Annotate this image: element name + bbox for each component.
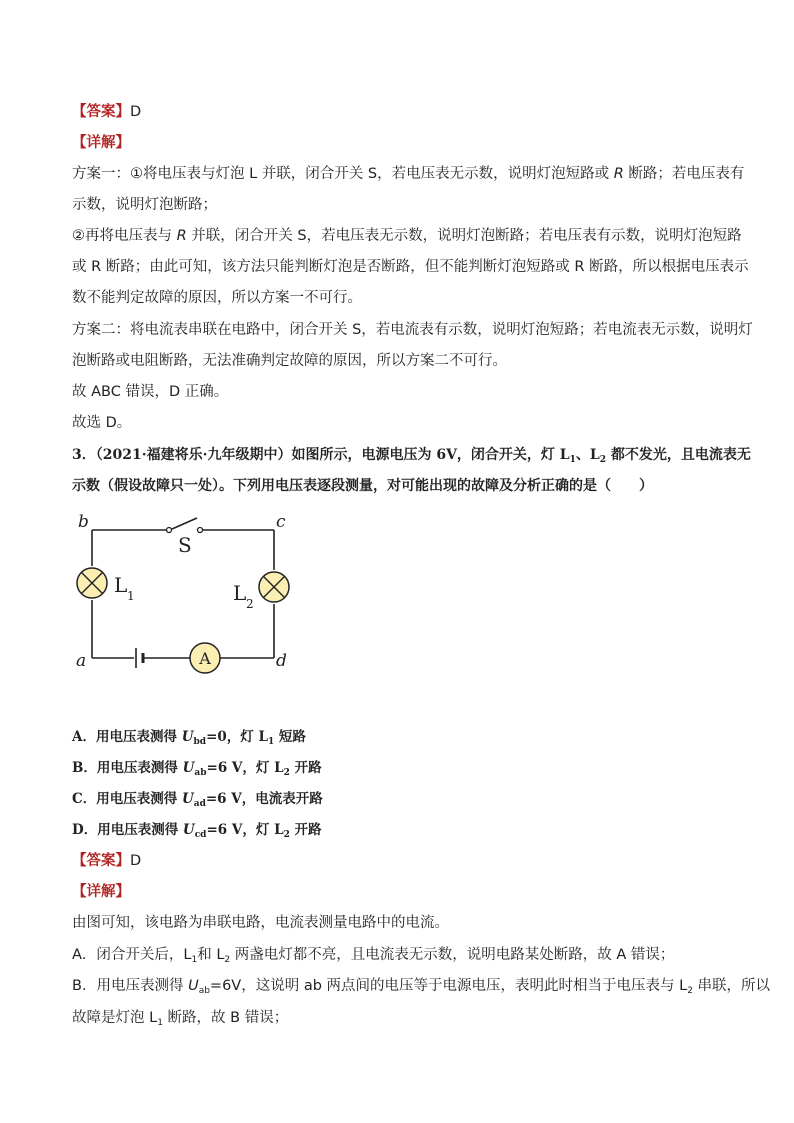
lamp-l1-icon xyxy=(77,568,107,598)
explanation-line: 或 R 断路；由此可知，该方法只能判断灯泡是否断路，但不能判断灯泡短路或 R 断路，所以根据电压表示 xyxy=(72,259,749,275)
switch-label: S xyxy=(178,533,192,557)
explanation-line: 示数，说明灯泡断路； xyxy=(72,197,217,213)
text-segment: U xyxy=(181,729,194,745)
answer-tag: 【答案】 xyxy=(72,853,130,869)
text-segment: =6 V，灯 L xyxy=(206,760,284,776)
text-segment: U xyxy=(182,822,195,838)
text-segment: A．用电压表测得 xyxy=(72,729,182,745)
ammeter-label: A xyxy=(199,649,211,668)
text-segment: 和 L xyxy=(197,947,225,963)
answer-line-1 xyxy=(72,102,141,122)
text-segment: =6 V，电流表开路 xyxy=(205,791,323,807)
node-d-label: d xyxy=(276,651,287,671)
text-segment: 、L xyxy=(575,447,600,463)
subscript: 1 xyxy=(569,455,576,465)
subscript: ab xyxy=(194,768,207,778)
text-segment: 短路 xyxy=(274,729,306,745)
explanation-line: 故 ABC 错误，D 正确。 xyxy=(72,384,229,400)
answer-value: D xyxy=(130,104,142,120)
text-segment: B．用电压表测得 xyxy=(72,978,189,994)
explanation-line xyxy=(72,164,744,184)
explanation-line xyxy=(72,1008,288,1028)
answer-value: D xyxy=(130,853,142,869)
option-a xyxy=(72,727,306,747)
node-b-label: b xyxy=(78,512,89,532)
answer-line-2 xyxy=(72,851,141,871)
explanation-line: 方案二：将电流表串联在电路中，闭合开关 S，若电流表有示数，说明灯泡短路；若电流表无示数，说明灯 xyxy=(72,322,753,338)
option-c xyxy=(72,789,323,809)
text-segment: 断路；若电压表有 xyxy=(623,166,745,182)
node-a-label: a xyxy=(76,651,87,671)
option-d xyxy=(72,820,322,840)
text-segment: D．用电压表测得 xyxy=(72,822,183,838)
text-segment: ②再将电压表与 xyxy=(72,228,177,244)
text-segment: R xyxy=(176,228,187,244)
text-segment: 串联，所以 xyxy=(692,978,771,994)
text-segment: U xyxy=(188,978,199,994)
circuit-diagram xyxy=(72,508,302,688)
text-segment: =6V，这说明 ab 两点间的电压等于电源电压，表明此时相当于电压表与 L xyxy=(209,978,688,994)
battery-icon xyxy=(136,648,143,668)
explanation-line: 数不能判定故障的原因，所以方案一不可行。 xyxy=(72,290,362,306)
question-stem-line-1 xyxy=(72,445,751,465)
text-segment: 方案一：①将电压表与灯泡 L 并联，闭合开关 S，若电压表无示数，说明灯泡短路或 xyxy=(72,166,614,182)
text-segment: R xyxy=(613,166,624,182)
subscript: ab xyxy=(198,986,210,996)
subscript: 1 xyxy=(157,1018,163,1028)
text-segment: 故障是灯泡 L xyxy=(72,1010,158,1026)
question-stem-line-2: 示数（假设故障只一处）。下列用电压表逐段测量，对可能出现的故障及分析正确的是（ ） xyxy=(72,478,653,494)
text-segment: 开路 xyxy=(289,760,322,776)
node-c-label: c xyxy=(276,512,286,532)
subscript: 1 xyxy=(267,737,275,747)
explanation-line: 泡断路或电阻断路，无法准确判定故障的原因，所以方案二不可行。 xyxy=(72,353,507,369)
text-segment: B．用电压表测得 xyxy=(72,760,183,776)
text-segment: U xyxy=(182,760,195,776)
subscript: ad xyxy=(193,799,206,809)
explanation-line: 由图可知，该电路为串联电路，电流表测量电路中的电流。 xyxy=(72,915,449,931)
explanation-line xyxy=(72,226,742,246)
lamp-l1-subscript: 1 xyxy=(127,589,135,603)
lamp-l2-label: L xyxy=(233,581,247,605)
lamp-l2-icon xyxy=(259,572,289,602)
text-segment: =6 V，灯 L xyxy=(206,822,284,838)
text-segment: 并联，闭合开关 S，若电压表无示数，说明灯泡断路；若电压表有示数，说明灯泡短路 xyxy=(186,228,742,244)
text-segment: =0，灯 L xyxy=(206,729,268,745)
subscript: 2 xyxy=(283,830,290,840)
text-segment: C．用电压表测得 xyxy=(72,791,182,807)
lamp-l2-subscript: 2 xyxy=(246,597,254,611)
subscript: cd xyxy=(194,830,207,840)
text-segment: 两盏电灯都不亮，且电流表无示数，说明电路某处断路，故 A 错误； xyxy=(230,947,675,963)
explanation-line xyxy=(72,976,770,996)
option-b xyxy=(72,758,322,778)
subscript: 2 xyxy=(599,455,607,465)
text-segment: A．闭合开关后，L xyxy=(72,947,192,963)
answer-tag: 【答案】 xyxy=(72,104,130,120)
subscript: 2 xyxy=(687,986,693,996)
text-segment: 开路 xyxy=(289,822,322,838)
text-segment: 都不发光，且电流表无 xyxy=(606,447,751,463)
explanation-line: 故选 D。 xyxy=(72,415,132,431)
subscript: 1 xyxy=(191,955,198,965)
subscript: 2 xyxy=(283,768,290,778)
explanation-line xyxy=(72,945,674,965)
ammeter-icon xyxy=(190,643,220,673)
text-segment: 断路，故 B 错误； xyxy=(162,1010,289,1026)
subscript: 2 xyxy=(224,955,231,965)
detail-tag-2: 【详解】 xyxy=(72,884,130,900)
text-segment: U xyxy=(181,791,194,807)
subscript: bd xyxy=(193,737,207,747)
text-segment: 3．（2021·福建将乐·九年级期中）如图所示，电源电压为 6V，闭合开关，灯 L xyxy=(72,447,570,463)
lamp-l1-label: L xyxy=(114,573,128,597)
detail-tag-1: 【详解】 xyxy=(72,135,130,151)
